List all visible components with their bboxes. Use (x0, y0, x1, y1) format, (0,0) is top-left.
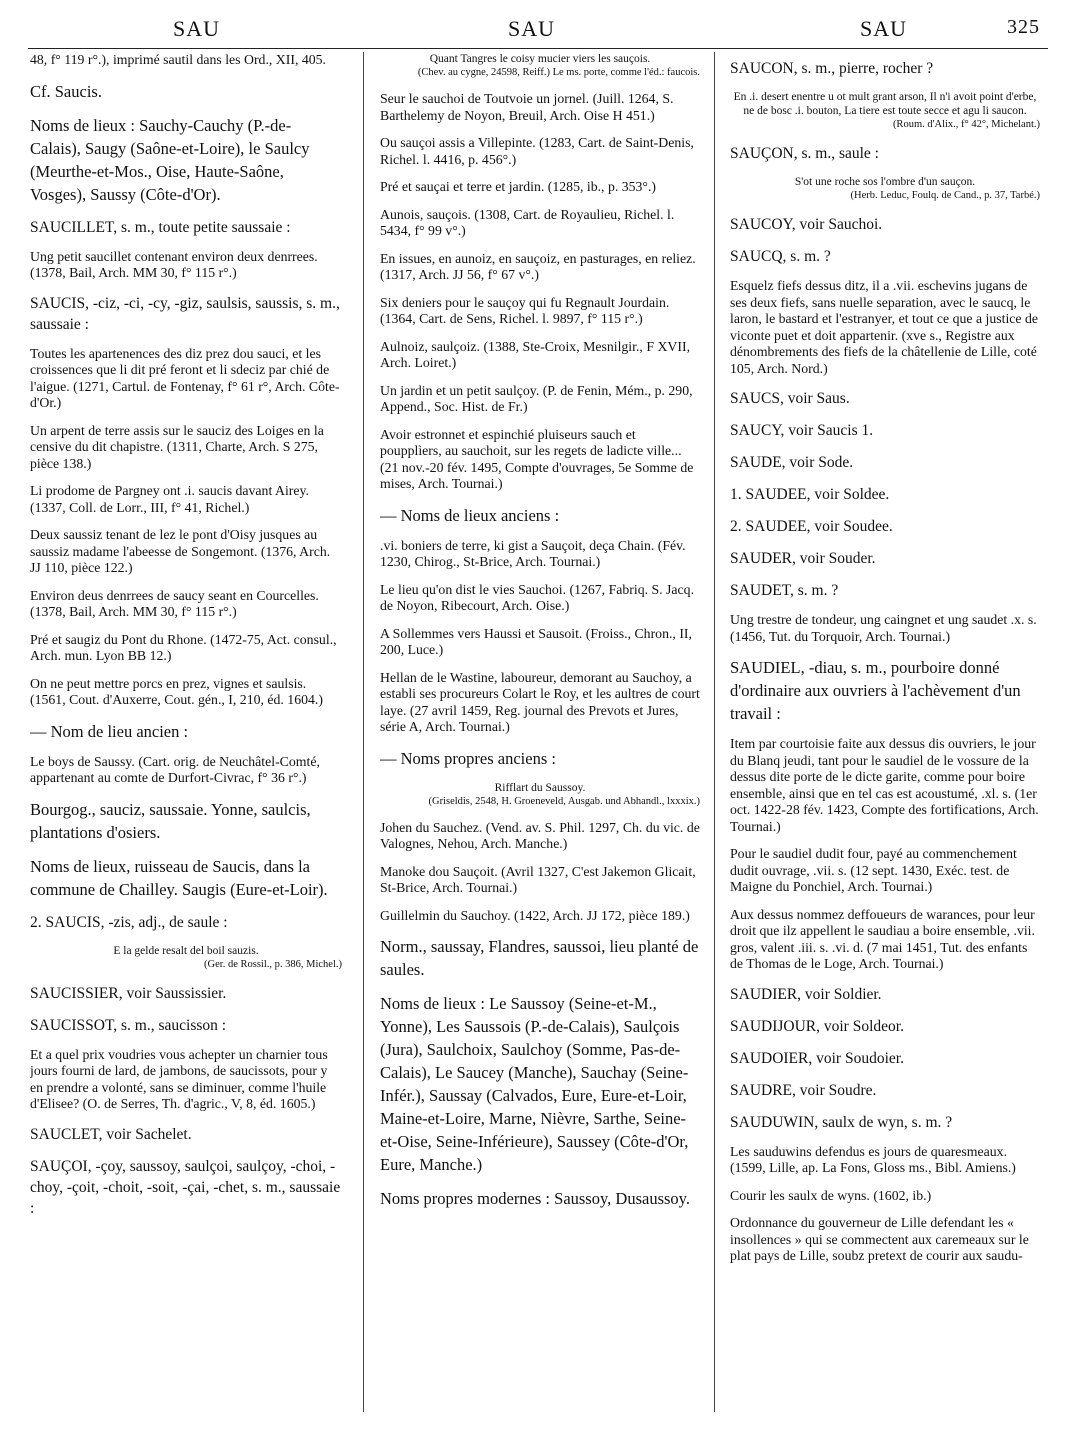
column-divider-1 (363, 52, 364, 1412)
citation (730, 612, 1040, 645)
header-center-word: SAU (508, 16, 556, 41)
entry-text: Six deniers pour le sauçoy qui fu Regnault Jourdain. (1364, Cart. de Sens, Richel. l. 9897, f° 115 r°.) (380, 294, 670, 326)
entry-text: Seur le sauchoi de Toutvoie un jornel. (Juill. 1264, S. Barthelemy de Noyon, Breuil, Arch. Oise H 451.) (380, 91, 674, 123)
entry-text: 48, f° 119 r°.), imprimé sautil dans les Ord., XII, 405. (30, 52, 326, 67)
entry-text: SAUDRE, voir Soudre. (730, 1081, 877, 1099)
entry-text: SAUDIEL, -diau, s. m., pourboire donné d'ordinaire aux ouvriers à l'achèvement d'un travail : (730, 658, 1021, 723)
citation (30, 588, 342, 621)
verse-citation (380, 781, 700, 809)
citation-source: (Griseldis, 2548, H. Groeneveld, Ausgab. und Abhandl., lxxxix.) (428, 795, 700, 807)
body-paragraph (30, 114, 342, 206)
entry-text: — Noms propres anciens : (380, 748, 556, 768)
entry-text: SAUDE, voir Sode. (730, 454, 854, 471)
entry-text: SAUDER, voir Souder. (730, 550, 876, 567)
entry-text: Le lieu qu'on dist le vies Sauchoi. (1267, Fabriq. S. Jacq. de Noyon, Ribecourt, Arch. Oise.) (380, 581, 695, 613)
column-3 (730, 52, 1040, 1410)
entry-text: 2. SAUCIS, -zis, adj., de saule : (30, 913, 228, 931)
citation (730, 278, 1040, 377)
body-paragraph (30, 720, 342, 743)
column-2 (380, 52, 700, 1410)
body-paragraph (380, 504, 700, 527)
entry-text: Noms propres modernes : Saussoy, Dusaussoy. (380, 1189, 690, 1208)
entry-headword (730, 143, 1040, 164)
entry-text: Aunois, sauçois. (1308, Cart. de Royaulieu, Richel. l. 5434, f° 99 v°.) (380, 206, 675, 238)
entry-text: Avoir estronnet et espinchié pluiseurs sauch et poupplìers, au sauchoit, sur les regets de ladicte ville... (21 nov.-20 fév. 1495, Compte d'ouvrages, 5e Somme de mises, Arch. Tournai.) (380, 426, 694, 491)
entry-text: En .i. desert enentre u ot mult grant arson, Il n'i avoit point d'erbe, ne de bosc .i. bouton, La tiere est toute secce et agu li saucon. (733, 91, 1037, 117)
entry-headword (30, 1156, 342, 1219)
entry-text: SAUCISSOT, s. m., saucisson : (30, 1016, 227, 1034)
entry-text: E la gelde resalt del boil sauzis. (113, 944, 259, 957)
citation (30, 346, 342, 412)
citation-source: (Herb. Leduc, Foulq. de Cand., p. 37, Tarbé.) (850, 190, 1040, 201)
entry-text: Pré et sauçai et terre et jardin. (1285, ib., p. 353°.) (380, 179, 656, 194)
entry-text: Ung petit saucillet contenant environ deux denrrees. (1378, Bail, Arch. MM 30, f° 115 r°.) (30, 248, 318, 280)
citation (380, 864, 700, 897)
entry-headword (730, 1016, 1040, 1037)
entry-text: Manoke dou Sauçoit. (Avril 1327, C'est Jakemon Glicait, St-Brice, Arch. Tournai.) (380, 863, 696, 895)
citation (380, 670, 700, 736)
citation (30, 249, 342, 282)
citation (30, 676, 342, 709)
body-paragraph (30, 798, 342, 844)
citation (380, 135, 700, 168)
entry-text: SAUCQ, s. m. ? (730, 248, 831, 265)
entry-text: Aulnoiz, saulçoiz. (1388, Ste-Croix, Mesnilgir., F XVII, Arch. Loiret.) (380, 338, 691, 370)
entry-text: Ordonnance du gouverneur de Lille defendant les « insollences » qui se commectent aux caremeaux sur le plat pays de Lille, soubz pretext de courir aux saudu- (730, 1215, 1029, 1263)
entry-headword (730, 388, 1040, 409)
entry-headword (30, 1124, 342, 1145)
citation (730, 907, 1040, 973)
entry-text: .vi. boniers de terre, ki gist a Sauçoit, deça Chain. (Fév. 1230, Chirog., St-Brice, Arch. Tournai.) (380, 537, 686, 569)
citation (380, 820, 700, 853)
body-paragraph (30, 855, 342, 901)
entry-text: SAUÇOI, -çoy, saussoy, saulçoi, saulçoy, -choi, -choy, -çoit, -choit, -soit, -çai, -chet, s. m., saussaie : (30, 1157, 341, 1217)
entry-text: Environ deus denrrees de saucy seant en Courcelles. (1378, Bail, Arch. MM 30, f° 115 r°.) (30, 587, 319, 619)
entry-text: SAUDIJOUR, voir Soldeor. (730, 1017, 904, 1035)
body-paragraph (380, 1187, 700, 1210)
header-right-word: SAU (860, 16, 908, 41)
entry-headword (730, 58, 1040, 79)
entry-text: Cf. Saucis. (30, 81, 102, 101)
entry-text: Aux dessus nommez deffoueurs de warances, pour leur droit que ilz appellent le saudiau a boire ensemble, .vii. gros, valent .iii. s. .vi. d. (7 mai 1451, Tut. des enfants de Thomas de le Loge, Arch. Tournai.) (730, 906, 1035, 971)
body-paragraph (380, 935, 700, 981)
citation (730, 846, 1040, 896)
citation (380, 179, 700, 196)
verse-citation (730, 175, 1040, 203)
entry-text: SAUÇON, s. m., saule : (730, 145, 879, 162)
entry-text: SAUDOIER, voir Soudoier. (730, 1049, 904, 1067)
entry-headword (730, 484, 1040, 505)
entry-headword (730, 580, 1040, 601)
citation (380, 295, 700, 328)
entry-text: Pré et saugiz du Pont du Rhone. (1472-75, Act. consul., Arch. mun. Lyon BB 12.) (30, 631, 337, 663)
citation (30, 527, 342, 577)
entry-headword (730, 984, 1040, 1005)
entry-text: Ung trestre de tondeur, ung caingnet et ung saudet .x. s. (1456, Tut. du Torquoir, Arch. Tournai.) (730, 612, 1037, 644)
entry-text: SAUCLET, voir Sachelet. (30, 1125, 192, 1143)
running-header (28, 16, 1050, 46)
citation (380, 582, 700, 615)
entry-text: SAUCON, s. m., pierre, rocher ? (730, 60, 934, 77)
entry-text: 2. SAUDEE, voir Soudee. (730, 518, 893, 535)
entry-headword (730, 246, 1040, 267)
entry-text: Esquelz fiefs dessus ditz, il a .vii. eschevins jugans de ses deux fiefs, sans nuelle separation, avec le saucq, le laron, le bastard et l'estranyer, et tout ce que a justice de viconte puet et doit appartenir. (xve s., Registre aux dénombrements des fiefs de la châtellenie de Lille, coté 105, Arch. Nord.) (730, 278, 1039, 376)
entry-text: Li prodome de Pargney ont .i. saucis davant Airey. (1337, Coll. de Lorr., III, f° 41, Richel.) (30, 483, 309, 515)
citation (30, 52, 342, 69)
entry-text: Bourgog., sauciz, saussaie. Yonne, saulcis, plantations d'osiers. (30, 799, 311, 842)
citation (380, 251, 700, 284)
entry-headword (30, 1015, 342, 1036)
body-paragraph (730, 656, 1040, 725)
entry-text: Johen du Sauchez. (Vend. av. S. Phil. 1297, Ch. du vic. de Valognes, Nehou, Arch. Manche.) (380, 819, 700, 851)
citation (380, 207, 700, 240)
entry-headword (730, 452, 1040, 473)
entry-text: On ne peut mettre porcs en prez, vignes et saulsis. (1561, Cout. d'Auxerre, Cout. gén., I, 210, éd. 1604.) (30, 675, 323, 707)
header-left-word: SAU (173, 16, 221, 41)
verse-citation (30, 944, 342, 972)
page-number: 325 (1007, 16, 1040, 38)
entry-text: SAUCILLET, s. m., toute petite saussaie : (30, 218, 291, 236)
entry-text: Hellan de le Wastine, laboureur, demorant au Sauchoy, a establi ses procureurs Colart le Roy, et les aultres de court laye. (27 avril 1459, Reg. journal des Prevots et Jures, série A, Arch. Tournai.) (380, 669, 700, 734)
citation (380, 427, 700, 493)
entry-headword (30, 912, 342, 933)
citation (380, 626, 700, 659)
entry-text: Le boys de Saussy. (Cart. orig. de Neuchâtel-Comté, appartenant au comte de Durfort-Civrac, f° 36 r°.) (30, 753, 320, 785)
entry-text: SAUCISSIER, voir Saussissier. (30, 984, 227, 1002)
entry-text: Courir les saulx de wyns. (1602, ib.) (730, 1187, 932, 1203)
header-rule (28, 48, 1048, 49)
citation (380, 339, 700, 372)
entry-headword (730, 1080, 1040, 1101)
entry-text: SAUDIER, voir Soldier. (730, 985, 882, 1003)
entry-text: A Sollemmes vers Haussi et Sausoit. (Froiss., Chron., II, 200, Luce.) (380, 625, 692, 657)
column-1 (30, 52, 342, 1410)
body-paragraph (380, 747, 700, 770)
entry-text: — Nom de lieu ancien : (30, 721, 189, 741)
body-paragraph (30, 80, 342, 103)
entry-text: Quant Tangres le coisy mucier viers les sauçois. (429, 53, 651, 65)
entry-text: S'ot une roche sos l'ombre d'un sauçon. (794, 176, 976, 188)
citation (30, 423, 342, 473)
entry-text: SAUCIS, -ciz, -ci, -cy, -giz, saulsis, saussis, s. m., saussaie : (30, 294, 340, 333)
citation (30, 483, 342, 516)
entry-headword (30, 983, 342, 1004)
entry-headword (730, 420, 1040, 441)
entry-text: — Noms de lieux anciens : (380, 505, 560, 525)
entry-headword (30, 217, 342, 238)
entry-headword (730, 1112, 1040, 1133)
entry-text: 1. SAUDEE, voir Soldee. (730, 486, 890, 503)
entry-text: Guillelmin du Sauchoy. (1422, Arch. JJ 172, pièce 189.) (380, 907, 690, 923)
entry-text: Un jardin et un petit saulçoy. (P. de Fenin, Mém., p. 290, Append., Soc. Hist. de Fr.) (380, 382, 693, 414)
entry-text: Norm., saussay, Flandres, saussoi, lieu planté de saules. (380, 937, 699, 979)
entry-text: Ou sauçoi assis a Villepinte. (1283, Cart. de Saint-Denis, Richel. l. 4416, p. 456°.) (380, 135, 694, 167)
citation (730, 1144, 1040, 1177)
citation (380, 538, 700, 571)
entry-headword (730, 516, 1040, 537)
entry-text: SAUCY, voir Saucis 1. (730, 422, 874, 439)
citation (30, 1047, 342, 1113)
entry-text: En issues, en aunoiz, en sauçoiz, en pasturages, en reliez. (1317, Arch. JJ 56, f° 67 v°.) (380, 250, 696, 282)
citation (380, 91, 700, 124)
entry-text: Toutes les apartenences des diz prez dou sauci, et les croissences que li dit pré feront et li sdeciz par chié de l'aigue. (1271, Cartul. de Fontenay, f° 61 r°, Arch. Côte-d'Or.) (30, 345, 340, 410)
entry-text: SAUCOY, voir Sauchoi. (730, 216, 883, 233)
citation (380, 383, 700, 416)
citation (30, 632, 342, 665)
entry-text: Deux saussiz tenant de lez le pont d'Oisy jusques au saussiz madame l'abeesse de Songemont. (1376, Arch. JJ 110, pièce 122.) (30, 527, 331, 575)
entry-text: Les sauduwins defendus es jours de quaresmeaux. (1599, Lille, ap. La Fons, Gloss ms., Bibl. Amiens.) (730, 1143, 1016, 1175)
citation (30, 754, 342, 787)
entry-headword (730, 548, 1040, 569)
entry-headword (730, 214, 1040, 235)
body-paragraph (380, 992, 700, 1176)
citation-source: (Roum. d'Alix., f° 42°, Michelant.) (892, 119, 1040, 130)
citation (730, 1215, 1040, 1265)
citation-source: (Ger. de Rossil., p. 386, Michel.) (204, 958, 342, 970)
entry-text: Pour le saudiel dudit four, payé au commenchement dudit ouvrage, .vii. s. (12 sept. 1430, Exéc. test. de Maigne du Ponchiel, Arch. Tournai.) (730, 846, 1017, 894)
entry-text: Noms de lieux : Le Saussoy (Seine-et-M., Yonne), Les Saussois (P.-de-Calais), Saulçois (Jura), Saulchoix, Saulchoy (Somme, Pas-de-Calais), Le Saucey (Manche), Sauchay (Seine-Infér.), Saussay (Calvados, Eure, Eure-et-Loir, Maine-et-Loire, Marne, Nièvre, Sarthe, Seine-et-Oise, Seine-Inférieure), Saussey (Côte-d'Or, Eure, Manche.) (380, 994, 689, 1174)
entry-text: SAUDET, s. m. ? (730, 582, 839, 599)
entry-headword (30, 293, 342, 335)
entry-text: SAUDUWIN, saulx de wyn, s. m. ? (730, 1113, 953, 1131)
column-divider-2 (714, 52, 715, 1412)
verse-citation (380, 52, 700, 80)
citation (730, 736, 1040, 835)
entry-text: SAUCS, voir Saus. (730, 390, 850, 407)
citation-source: (Chev. au cygne, 24598, Reiff.) Le ms. porte, comme l'éd.: faucois. (417, 67, 700, 78)
citation (730, 1188, 1040, 1205)
entry-text: Item par courtoisie faite aux dessus dis ouvriers, le jour du Blanq jeudi, tant pour le saudiel de le vossure de la dessus dite porte de le dicte garite, comme pour boire ensemble, ainsi que en tel cas est acoustumé, .xl. s. (1er oct. 1422-28 fév. 1423, Compte des fortifications, Arch. Tournai.) (730, 736, 1039, 834)
entry-text: Rifflart du Saussoy. (494, 781, 586, 794)
entry-text: Et a quel prix voudries vous achepter un charnier tous jours fourni de lard, de jambons, de saucissots, pour y en prendre a volonté, sans se diminuer, comme l'huile d'Elisee? (O. de Serres, Th. d'agric., V, 8, éd. 1605.) (30, 1046, 328, 1111)
verse-citation (730, 90, 1040, 132)
entry-text: Un arpent de terre assis sur le sauciz des Loiges en la censive du dit chapistre. (1311, Charte, Arch. S 275, pièce 138.) (30, 422, 324, 471)
entry-text: Noms de lieux : Sauchy-Cauchy (P.-de-Calais), Saugy (Saône-et-Loire), le Saulcy (Meurthe-et-Mos., Oise, Haute-Saône, Vosges), Saussy (Côte-d'Or). (30, 115, 310, 204)
entry-headword (730, 1048, 1040, 1069)
citation (380, 908, 700, 925)
entry-text: Noms de lieux, ruisseau de Saucis, dans la commune de Chailley. Saugis (Eure-et-Loir). (30, 856, 328, 899)
